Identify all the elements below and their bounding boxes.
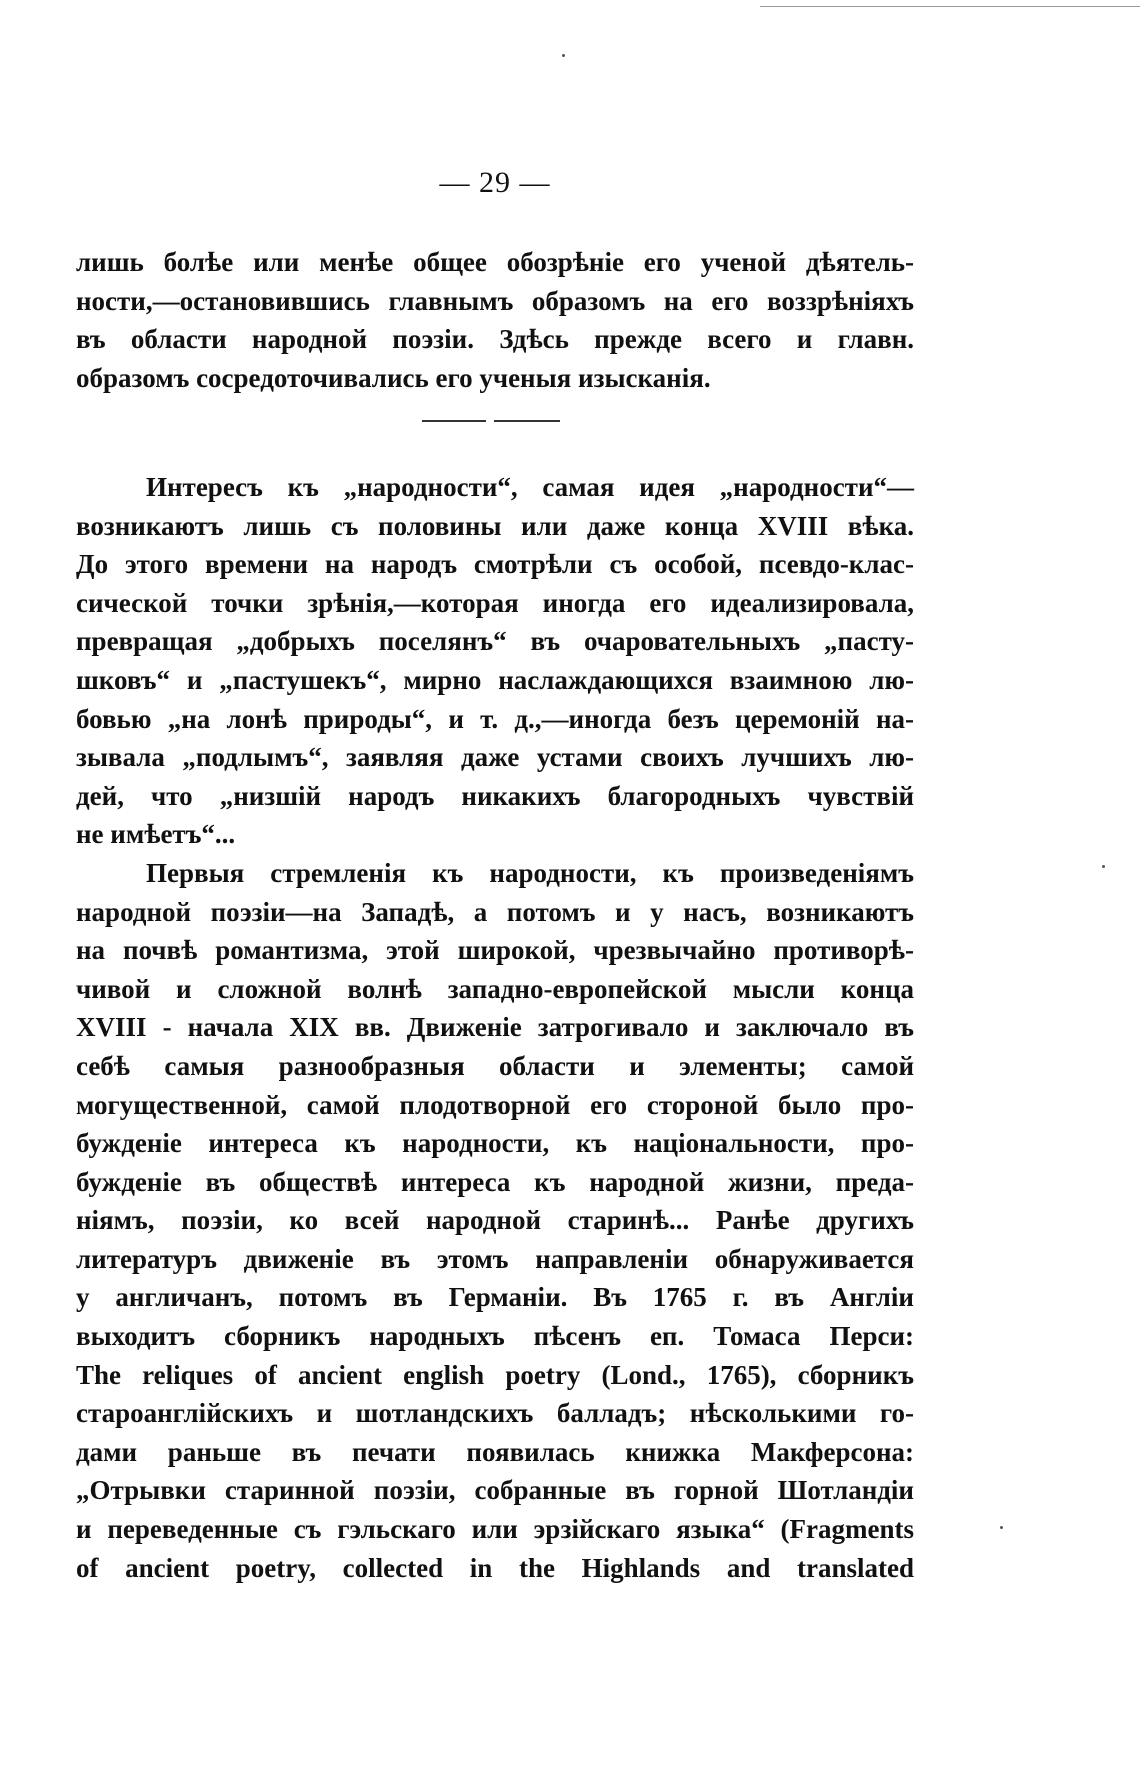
scan-edge-line bbox=[760, 6, 1140, 7]
paragraph-2 bbox=[76, 468, 914, 854]
text-line: превращая „добрыхъ поселянъ“ въ очаровательныхъ „пасту- bbox=[76, 626, 914, 657]
text-line: шковъ“ и „пастушекъ“, мирно наслаждающихся взаимною лю- bbox=[76, 664, 914, 695]
text-line: литературъ движеніе въ этомъ направленіи обнаруживается bbox=[76, 1243, 914, 1274]
text-line: могущественной, самой плодотворной его стороной было про- bbox=[76, 1089, 914, 1120]
text-line: The reliques of ancient english poetry (Lond., 1765), сборникъ bbox=[76, 1359, 914, 1390]
text-line: не имѣетъ“... bbox=[76, 819, 236, 850]
main-text bbox=[76, 468, 914, 1587]
text-line: выходитъ сборникъ народныхъ пѣсенъ еп. Томаса Перси: bbox=[76, 1321, 914, 1352]
text-line: лишь болѣе или менѣе общее обозрѣніе его ученой дѣятель- bbox=[76, 247, 914, 277]
paragraph-1 bbox=[76, 243, 914, 397]
text-line: бовью „на лонѣ природы“, и т. д.,—иногда безъ церемоній на- bbox=[76, 703, 914, 734]
scan-speck bbox=[1000, 1526, 1003, 1529]
text-line: зывала „подлымъ“, заявляя даже устами своихъ лучшихъ лю- bbox=[76, 742, 914, 773]
text-line: образомъ сосредоточивались его ученыя изысканія. bbox=[76, 362, 711, 393]
text-line: у англичанъ, потомъ въ Германіи. Въ 1765 г. въ Англіи bbox=[76, 1282, 914, 1313]
text-line: ніямъ, поэзіи, ко всей народной старинѣ... Ранѣе другихъ bbox=[76, 1205, 914, 1236]
separator-gap bbox=[486, 418, 494, 424]
text-line: дей, что „низшій народъ никакихъ благородныхъ чувствій bbox=[76, 780, 914, 811]
text-line: XVIII - начала XIX вв. Движеніе затрогивало и заключало въ bbox=[76, 1012, 914, 1043]
text-line: До этого времени на народъ смотрѣли съ особой, псевдо-клас- bbox=[76, 549, 914, 580]
text-line: бужденіе въ обществѣ интереса къ народной жизни, преда- bbox=[76, 1166, 914, 1197]
text-line: народной поэзіи—на Западѣ, а потомъ и у насъ, возникаютъ bbox=[76, 896, 914, 927]
text-line: въ области народной поэзіи. Здѣсь прежде всего и главн. bbox=[76, 324, 914, 355]
page-number: — 29 — bbox=[439, 166, 551, 199]
text-line: чивой и сложной волнѣ западно-европейской мысли конца bbox=[76, 973, 914, 1004]
text-line: сической точки зрѣнія,—которая иногда его идеализировала, bbox=[76, 587, 914, 618]
text-line: возникаютъ лишь съ половины или даже конца XVIII вѣка. bbox=[76, 510, 914, 541]
scan-speck bbox=[1102, 865, 1105, 868]
text-line: дами раньше въ печати появилась книжка Макферсона: bbox=[76, 1436, 914, 1467]
text-line: Интересъ къ „народности“, самая идея „народности“— bbox=[146, 472, 914, 502]
paragraph-continued bbox=[76, 243, 914, 397]
text-line: бужденіе интереса къ народности, къ національности, про- bbox=[76, 1128, 914, 1159]
text-line: и переведенные съ гэльскаго или эрзійскаго языка“ (Fragments bbox=[76, 1514, 914, 1545]
scan-speck bbox=[562, 54, 565, 57]
text-line: ности,—остановившись главнымъ образомъ на его воззрѣніяхъ bbox=[76, 285, 914, 316]
text-line: себѣ самыя разнообразныя области и элементы; самой bbox=[76, 1050, 914, 1081]
text-line: Первыя стремленія къ народности, къ произведеніямъ bbox=[146, 857, 914, 888]
text-line: of ancient poetry, collected in the Highlands and translated bbox=[76, 1552, 914, 1583]
text-line: на почвѣ романтизма, этой широкой, чрезвычайно противорѣ- bbox=[76, 935, 914, 966]
paragraph-3 bbox=[76, 854, 914, 1587]
text-line: староанглійскихъ и шотландскихъ балладъ; нѣсколькими го- bbox=[76, 1398, 914, 1429]
text-line: „Отрывки старинной поэзіи, собранные въ горной Шотландіи bbox=[76, 1475, 914, 1506]
